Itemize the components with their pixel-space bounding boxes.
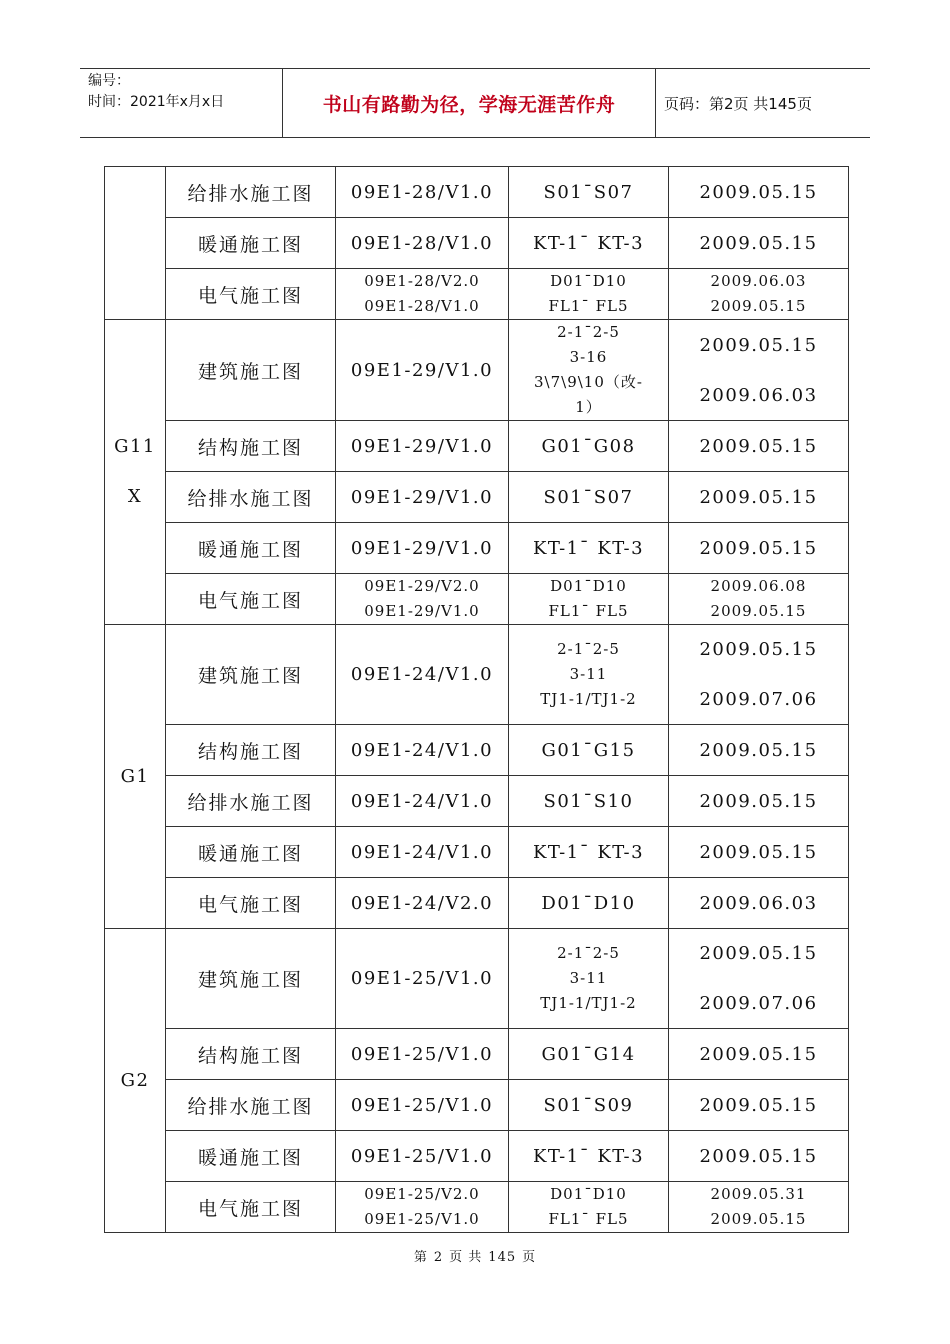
cell-line: FL1¯ FL5 [548, 1210, 629, 1228]
table-row [105, 421, 849, 472]
table-row [105, 320, 849, 421]
drawings-cell [509, 929, 669, 1029]
time-label: 时间：2021年x月x日 [88, 94, 225, 110]
cell-line: 2009.05.15 [699, 435, 818, 457]
drawing-list-table [104, 166, 849, 1233]
drawings-cell [509, 167, 669, 218]
cell-line: 2009.05.15 [699, 334, 818, 356]
cell-line: 2-1¯2-5 [557, 323, 620, 341]
group-cell [105, 167, 166, 320]
dates-cell [669, 1131, 849, 1182]
cell-line: 09E1-28/V1.0 [350, 232, 494, 254]
version-cell [336, 269, 509, 320]
category-cell: 建筑施工图 [166, 625, 336, 725]
footer-total: 145 [488, 1250, 517, 1265]
cell-line: KT-1¯ KT-3 [532, 1145, 645, 1167]
version-cell [336, 827, 509, 878]
category-cell: 给排水施工图 [166, 1080, 336, 1131]
table-body [105, 167, 849, 1233]
version-cell [336, 574, 509, 625]
category-cell: 电气施工图 [166, 574, 336, 625]
header-page-info: 页码：第2页 共145页 [664, 94, 812, 113]
cell-line: KT-1¯ KT-3 [532, 232, 645, 254]
cell-line: D01¯D10 [541, 892, 636, 914]
group-label: X [127, 486, 143, 507]
group-cell [105, 625, 166, 929]
cell-line: D01¯D10 [550, 1185, 627, 1203]
cell-line: 2009.05.31 [710, 1185, 807, 1203]
cell-line: 09E1-25/V2.0 [364, 1185, 480, 1203]
drawings-cell [509, 1182, 669, 1233]
drawings-cell [509, 1131, 669, 1182]
category-cell: 建筑施工图 [166, 929, 336, 1029]
table-row [105, 1080, 849, 1131]
footer-prefix: 第 [413, 1250, 428, 1265]
drawings-cell [509, 776, 669, 827]
drawings-cell [509, 878, 669, 929]
dates-cell [669, 218, 849, 269]
cell-line: S01¯S10 [543, 790, 634, 812]
group-label: G1 [120, 765, 150, 787]
category-cell: 暖通施工图 [166, 218, 336, 269]
drawings-cell [509, 1080, 669, 1131]
dates-cell [669, 1182, 849, 1233]
group-label: G11 [114, 436, 156, 457]
dates-cell [669, 523, 849, 574]
cell-line: 09E1-24/V1.0 [350, 739, 494, 761]
table-row [105, 776, 849, 827]
cell-line: S01¯S09 [543, 1094, 634, 1116]
drawings-cell [509, 1029, 669, 1080]
cell-line: 2009.07.06 [699, 689, 818, 710]
dates-cell [669, 929, 849, 1029]
cell-line: 09E1-29/V2.0 [364, 577, 480, 595]
cell-line: G01¯G15 [541, 739, 636, 761]
category-cell: 给排水施工图 [166, 167, 336, 218]
cell-line: 09E1-29/V1.0 [350, 537, 494, 559]
dates-cell [669, 320, 849, 421]
cell-line: 2009.05.15 [710, 1210, 807, 1228]
cell-line: KT-1¯ KT-3 [532, 841, 645, 863]
cell-line: 09E1-29/V1.0 [364, 602, 480, 620]
group-label: G2 [120, 1069, 150, 1091]
footer-mid: 页 共 [449, 1250, 483, 1265]
table-row [105, 1182, 849, 1233]
category-cell: 电气施工图 [166, 1182, 336, 1233]
drawings-cell [509, 320, 669, 421]
cell-line: 2009.06.03 [699, 384, 818, 406]
cell-line: 2009.05.15 [699, 943, 818, 964]
cell-line: 09E1-25/V1.0 [350, 968, 494, 989]
cell-line: 2009.05.15 [699, 841, 818, 863]
table-row [105, 625, 849, 725]
cell-line: 2009.05.15 [699, 1145, 818, 1167]
cell-line: 09E1-25/V1.0 [350, 1145, 494, 1167]
line-gap [669, 358, 848, 383]
version-cell [336, 776, 509, 827]
cell-line: 3\7\9\10（改- [534, 373, 643, 391]
dates-cell [669, 625, 849, 725]
cell-line: G01¯G08 [541, 435, 636, 457]
cell-line: 2-1¯2-5 [557, 944, 620, 962]
version-cell [336, 472, 509, 523]
table-row [105, 878, 849, 929]
cell-line: 2009.05.15 [699, 739, 818, 761]
version-cell [336, 421, 509, 472]
cell-line: 09E1-29/V1.0 [350, 486, 494, 508]
dates-cell [669, 421, 849, 472]
cell-line: 2009.05.15 [699, 790, 818, 812]
category-cell: 电气施工图 [166, 269, 336, 320]
category-cell: 暖通施工图 [166, 523, 336, 574]
cell-line: G01¯G14 [541, 1043, 636, 1065]
category-cell: 给排水施工图 [166, 472, 336, 523]
dates-cell [669, 1080, 849, 1131]
cell-line: 2009.05.15 [699, 537, 818, 559]
cell-line: 2009.05.15 [699, 232, 818, 254]
cell-line: 09E1-29/V1.0 [350, 435, 494, 457]
cell-line: D01¯D10 [550, 577, 627, 595]
cell-line: KT-1¯ KT-3 [532, 537, 645, 559]
table-row [105, 929, 849, 1029]
line-gap [669, 966, 848, 991]
table-row [105, 1029, 849, 1080]
version-cell [336, 320, 509, 421]
version-cell [336, 1131, 509, 1182]
cell-line: 09E1-28/V1.0 [364, 297, 480, 315]
cell-line: 2009.06.03 [710, 272, 807, 290]
cell-line: 2009.05.15 [710, 297, 807, 315]
version-cell [336, 1029, 509, 1080]
cell-line: 2009.05.15 [699, 486, 818, 508]
cell-line: 2009.06.03 [699, 892, 818, 914]
dates-cell [669, 472, 849, 523]
cell-line: 09E1-28/V2.0 [364, 272, 480, 290]
table-row [105, 218, 849, 269]
table-row [105, 269, 849, 320]
page-footer [0, 1246, 950, 1265]
page-header [80, 68, 870, 138]
version-cell [336, 218, 509, 269]
cell-line: 3-11 [569, 665, 608, 683]
cell-line: 2009.05.15 [699, 1043, 818, 1065]
cell-line: 2009.05.15 [699, 639, 818, 660]
cell-line: 2009.05.15 [710, 602, 807, 620]
dates-cell [669, 269, 849, 320]
header-motto: 书山有路勤为径，学海无涯苦作舟 [282, 69, 656, 137]
version-cell [336, 929, 509, 1029]
cell-line: 2009.06.08 [710, 577, 807, 595]
cell-line: 2-1¯2-5 [557, 640, 620, 658]
version-cell [336, 1182, 509, 1233]
category-cell: 暖通施工图 [166, 827, 336, 878]
cell-line: TJ1-1/TJ1-2 [540, 994, 637, 1012]
drawings-cell [509, 269, 669, 320]
table-row [105, 827, 849, 878]
cell-line: 09E1-29/V1.0 [350, 359, 494, 381]
cell-line: 2009.05.15 [699, 1094, 818, 1116]
cell-line: 09E1-24/V2.0 [350, 892, 494, 914]
drawings-cell [509, 421, 669, 472]
version-cell [336, 523, 509, 574]
cell-line: FL1¯ FL5 [548, 602, 629, 620]
dates-cell [669, 1029, 849, 1080]
dates-cell [669, 574, 849, 625]
cell-line: 1） [575, 398, 602, 416]
header-meta [88, 71, 224, 113]
cell-line: S01¯S07 [543, 181, 634, 203]
cell-line: 09E1-28/V1.0 [350, 181, 494, 203]
drawings-cell [509, 218, 669, 269]
line-gap [669, 662, 848, 687]
version-cell [336, 1080, 509, 1131]
cell-line: 09E1-24/V1.0 [350, 664, 494, 685]
drawings-cell [509, 827, 669, 878]
version-cell [336, 625, 509, 725]
version-cell [336, 725, 509, 776]
cell-line: 2009.05.15 [699, 181, 818, 203]
group-cell [105, 320, 166, 625]
drawings-cell [509, 472, 669, 523]
cell-line: S01¯S07 [543, 486, 634, 508]
table-row [105, 167, 849, 218]
dates-cell [669, 776, 849, 827]
drawings-cell [509, 725, 669, 776]
serial-label: 编号： [88, 73, 130, 89]
category-cell: 结构施工图 [166, 421, 336, 472]
drawings-cell [509, 574, 669, 625]
table-row [105, 574, 849, 625]
category-cell: 结构施工图 [166, 1029, 336, 1080]
table-row [105, 725, 849, 776]
cell-line: 09E1-25/V1.0 [350, 1094, 494, 1116]
dates-cell [669, 167, 849, 218]
category-cell: 给排水施工图 [166, 776, 336, 827]
footer-page: 2 [433, 1250, 444, 1265]
cell-line: D01¯D10 [550, 272, 627, 290]
cell-line: TJ1-1/TJ1-2 [540, 690, 637, 708]
drawings-cell [509, 625, 669, 725]
cell-line: FL1¯ FL5 [548, 297, 629, 315]
cell-line: 2009.07.06 [699, 993, 818, 1014]
version-cell [336, 878, 509, 929]
cell-line: 09E1-25/V1.0 [350, 1043, 494, 1065]
cell-line: 09E1-25/V1.0 [364, 1210, 480, 1228]
cell-line: 3-11 [569, 969, 608, 987]
group-cell [105, 929, 166, 1233]
category-cell: 电气施工图 [166, 878, 336, 929]
footer-suffix: 页 [522, 1250, 537, 1265]
dates-cell [669, 878, 849, 929]
category-cell: 结构施工图 [166, 725, 336, 776]
drawings-cell [509, 523, 669, 574]
table-row [105, 472, 849, 523]
version-cell [336, 167, 509, 218]
table-row [105, 1131, 849, 1182]
cell-line: 09E1-24/V1.0 [350, 790, 494, 812]
dates-cell [669, 827, 849, 878]
cell-line: 3-16 [569, 348, 608, 366]
table-row [105, 523, 849, 574]
category-cell: 建筑施工图 [166, 320, 336, 421]
category-cell: 暖通施工图 [166, 1131, 336, 1182]
cell-line: 09E1-24/V1.0 [350, 841, 494, 863]
dates-cell [669, 725, 849, 776]
